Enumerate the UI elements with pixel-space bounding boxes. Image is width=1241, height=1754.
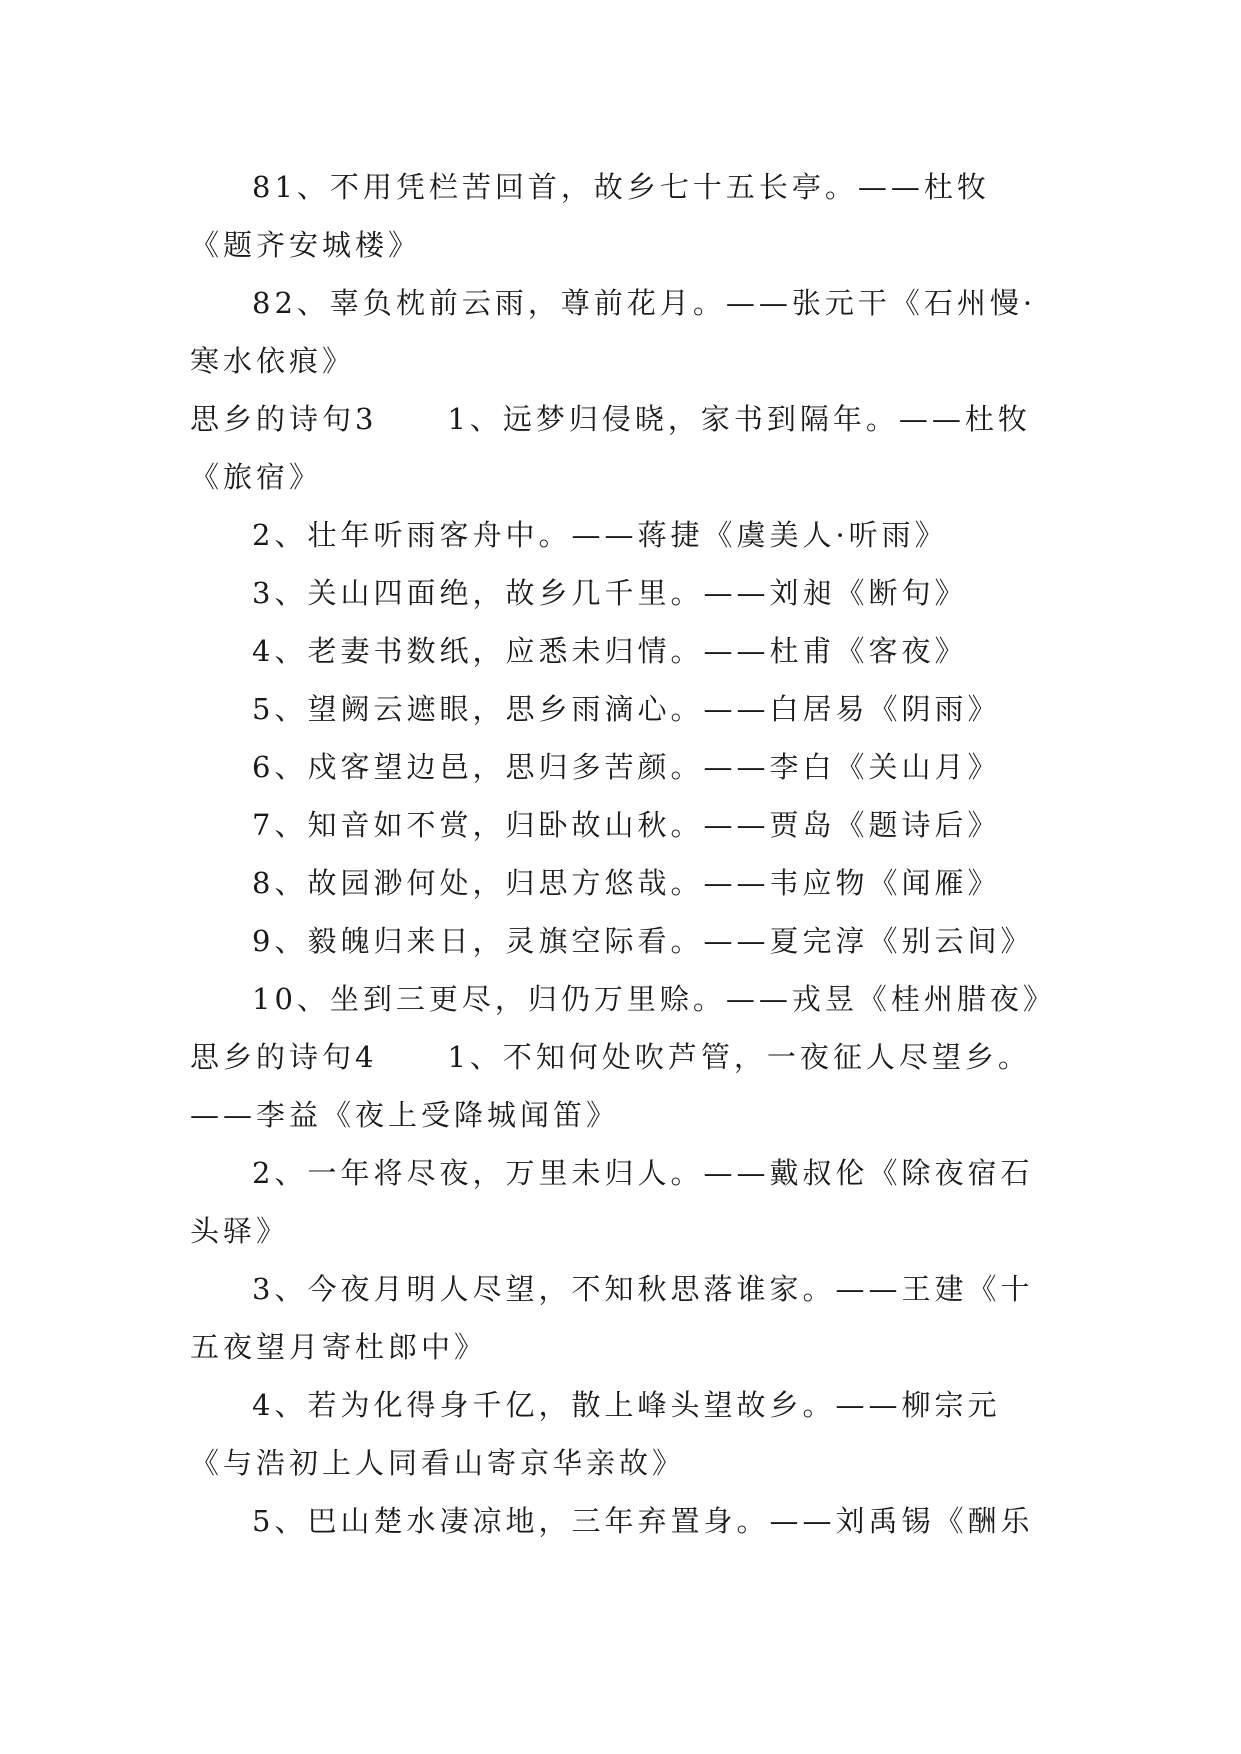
poem-line: 2、一年将尽夜，万里未归人。——戴叔伦《除夜宿石头驿》 — [190, 1156, 1034, 1248]
section-heading-line — [190, 390, 1050, 506]
poem-line: 9、毅魄归来日，灵旗空际看。——夏完淳《别云间》 — [252, 924, 1034, 958]
poem-line: 81、不用凭栏苦回首，故乡七十五长亭。——杜牧《题齐安城楼》 — [190, 170, 990, 262]
poem-line: 5、巴山楚水凄凉地，三年弃置身。——刘禹锡《酬乐 — [252, 1504, 1034, 1538]
poem-line: 4、老妻书数纸，应悉未归情。——杜甫《客夜》 — [252, 634, 968, 668]
poem-line: 3、关山四面绝，故乡几千里。——刘昶《断句》 — [252, 576, 968, 610]
poem-line: 2、壮年听雨客舟中。——蒋捷《虞美人·听雨》 — [252, 518, 948, 552]
poem-line: 6、戍客望边邑，思归多苦颜。——李白《关山月》 — [252, 750, 1001, 784]
poem-line: 5、望阙云遮眼，思乡雨滴心。——白居易《阴雨》 — [252, 692, 1001, 726]
document-body — [190, 158, 1056, 1550]
poem-line: 3、今夜月明人尽望，不知秋思落谁家。——王建《十五夜望月寄杜郎中》 — [190, 1272, 1034, 1364]
section-heading: 思乡的诗句4 — [190, 1040, 378, 1074]
poem-line: 10、坐到三更尽，归仍万里赊。——戎昱《桂州腊夜》 — [252, 982, 1056, 1016]
poem-line: 7、知音如不赏，归卧故山秋。——贾岛《题诗后》 — [252, 808, 1001, 842]
poem-line: 1、不知何处吹芦管，一夜征人尽望乡。——李益《夜上受降城闻笛》 — [190, 1040, 1031, 1132]
poem-line: 8、故园渺何处，归思方悠哉。——韦应物《闻雁》 — [252, 866, 1001, 900]
section-heading: 思乡的诗句3 — [190, 402, 378, 436]
section-heading-line — [190, 1028, 1050, 1144]
poem-line: 1、远梦归侵晓，家书到隔年。——杜牧《旅宿》 — [190, 402, 1031, 494]
poem-line: 82、辜负枕前云雨，尊前花月。——张元干《石州慢·寒水依痕》 — [190, 286, 1037, 378]
poem-line: 4、若为化得身千亿，散上峰头望故乡。——柳宗元《与浩初上人同看山寄京华亲故》 — [190, 1388, 1001, 1480]
